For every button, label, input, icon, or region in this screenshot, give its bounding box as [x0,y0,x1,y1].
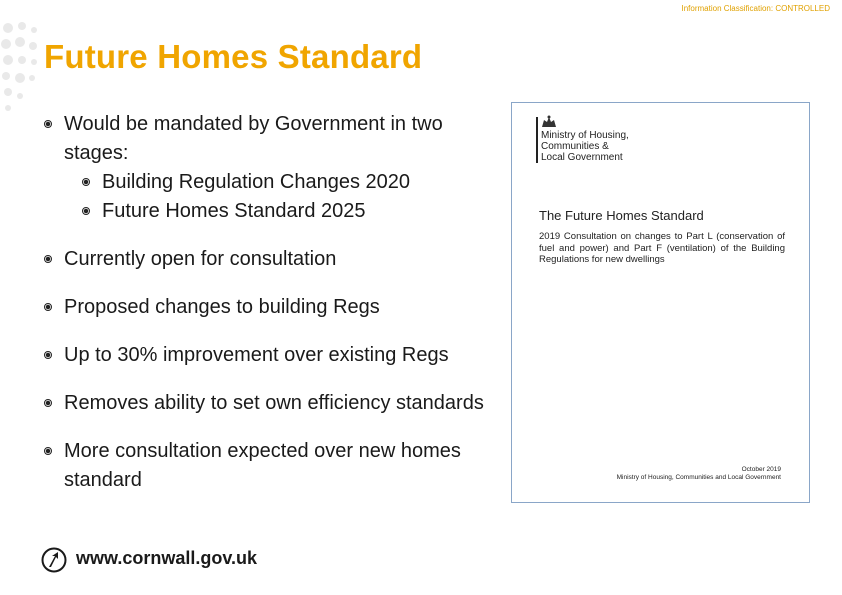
sub-bullet-item: Building Regulation Changes 2020 [82,168,504,197]
bullet-list [44,110,504,514]
document-subtitle: 2019 Consultation on changes to Part L (conservation of fuel and power) and Part F (ventilation) of the Building Regulations for new dwellings [539,231,785,265]
cornwall-logo-icon [40,546,68,574]
document-date-block [617,466,781,482]
bullet-item: Proposed changes to building Regs [44,293,504,322]
document-publisher: Ministry of Housing, Communities and Local Government [616,474,781,481]
bullet-text: Would be mandated by Government in two stages: [64,113,443,164]
bullet-item [44,110,504,226]
bullet-item: Currently open for consultation [44,245,504,274]
decorative-dots [0,20,40,120]
document-date: October 2019 [741,466,781,473]
footer-url: www.cornwall.gov.uk [76,548,258,568]
bullet-item: Up to 30% improvement over existing Regs [44,341,504,370]
bullet-item: Removes ability to set own efficiency standards [44,389,504,418]
document-title: The Future Homes Standard [539,208,704,223]
bullet-item: More consultation expected over new homes standard [44,437,504,495]
slide-title: Future Homes Standard [44,38,423,75]
ministry-divider [536,117,538,163]
sub-bullet-list [64,168,504,226]
royal-crest-icon [539,115,559,129]
sub-bullet-item: Future Homes Standard 2025 [82,197,504,226]
classification-label: Information Classification: CONTROLLED [681,4,830,13]
document-cover-image [511,102,810,503]
ministry-name: Ministry of Housing, Communities & Local Government [541,130,629,163]
